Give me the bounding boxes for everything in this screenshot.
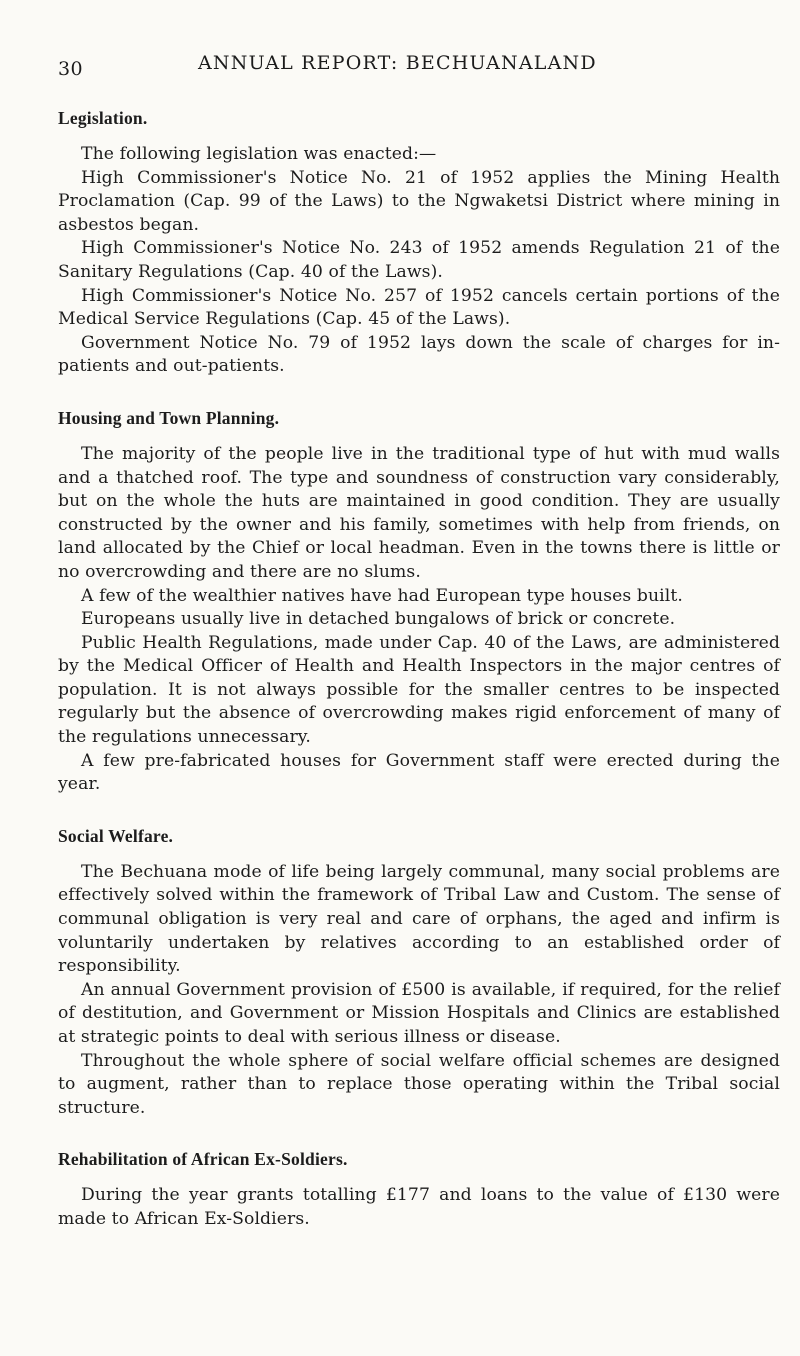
paragraph: High Commissioner's Notice No. 21 of 1952 applies the Mining Health Proclamation (Cap. 99 of the Laws) to the Ngwaketsi District where mining in asbestos began. (58, 167, 780, 235)
paragraph: During the year grants totalling £177 and loans to the value of £130 were made to African Ex-Soldiers. (58, 1185, 780, 1229)
paragraph: The majority of the people live in the traditional type of hut with mud walls and a thatched roof. The type and soundness of construction vary considerably, but on the whole the huts are maintained in good condition. They are usually constructed by the owner and his family, sometimes with help from friends, on land allocated by the Chief or local headman. Even in the towns there is little or no overcrowding and there are no slums. (58, 443, 780, 582)
section-legislation (58, 108, 780, 379)
report-title: ANNUAL REPORT: BECHUANALAND (198, 52, 597, 74)
section-heading: Rehabilitation of African Ex-Soldiers. (58, 1149, 348, 1170)
section-heading: Legislation. (58, 108, 148, 128)
section-housing (58, 408, 780, 797)
paragraph: High Commissioner's Notice No. 243 of 1952 amends Regulation 21 of the Sanitary Regulations (Cap. 40 of the Laws). (58, 238, 780, 282)
paragraph: The Bechuana mode of life being largely communal, many social problems are effectively solved within the framework of Tribal Law and Custom. The sense of communal obligation is very real and care of orphans, the aged and infirm is voluntarily undertaken by relatives according to an established order of responsibility. (58, 861, 780, 977)
paragraph: An annual Government provision of £500 is available, if required, for the relief of destitution, and Government or Mission Hospitals and Clinics are established at strategic points to deal with serious illness or disease. (58, 979, 780, 1047)
paragraph: Public Health Regulations, made under Cap. 40 of the Laws, are administered by the Medical Officer of Health and Health Inspectors in the major centres of population. It is not always possible for the smaller centres to be inspected regularly but the absence of overcrowding makes rigid enforcement of many of the regulations unnecessary. (58, 632, 780, 748)
paragraph: A few of the wealthier natives have had European type houses built. (81, 585, 683, 606)
section-rehabilitation (58, 1149, 780, 1231)
section-heading: Housing and Town Planning. (58, 407, 280, 428)
section-social-welfare (58, 826, 780, 1121)
paragraph: High Commissioner's Notice No. 257 of 1952 cancels certain portions of the Medical Service Regulations (Cap. 45 of the Laws). (58, 285, 780, 330)
page-number: 30 (58, 58, 83, 80)
running-head (58, 52, 780, 88)
paragraph: The following legislation was enacted:— (81, 144, 437, 164)
paragraph: Throughout the whole sphere of social welfare official schemes are designed to augment, rather than to replace those operating within the Tribal social structure. (58, 1050, 780, 1118)
section-heading: Social Welfare. (58, 825, 174, 846)
paragraph: Europeans usually live in detached bungalows of brick or concrete. (81, 609, 676, 630)
paragraph: Government Notice No. 79 of 1952 lays down the scale of charges for in-patients and out-patients. (58, 332, 780, 377)
paragraph: A few pre-fabricated houses for Government staff were erected during the year. (58, 750, 780, 795)
